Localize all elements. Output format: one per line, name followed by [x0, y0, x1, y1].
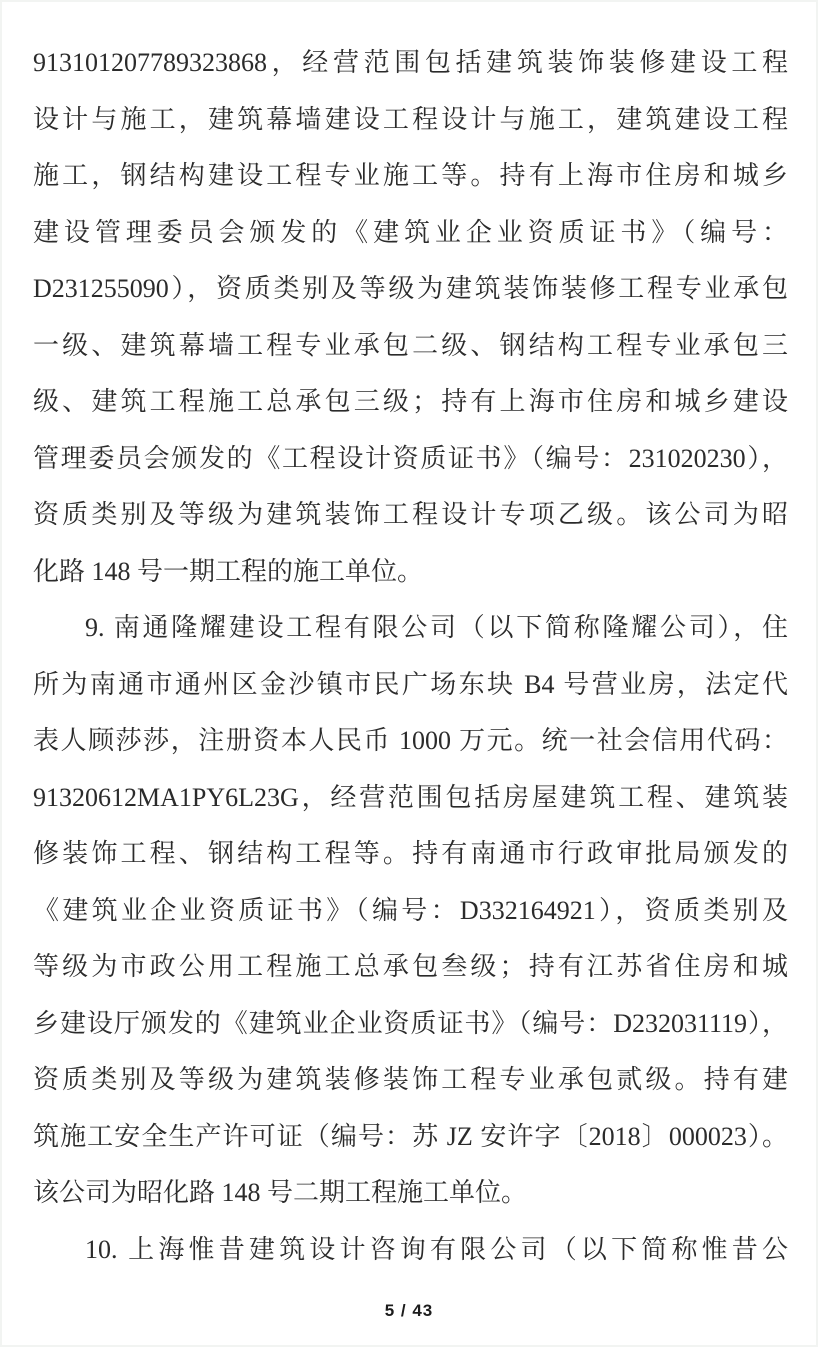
text-line: 表人顾莎莎，注册资本人民币 1000 万元。统一社会信用代码：: [33, 726, 788, 755]
document-body: [33, 35, 788, 1278]
text-line: 化路 148 号一期工程的施工单位。: [33, 556, 424, 586]
text-line: 等级为市政公用工程施工总承包叁级；持有江苏省住房和城: [33, 952, 788, 981]
page-number: 5 / 43: [384, 1301, 434, 1320]
text-line: 施工，钢结构建设工程专业施工等。持有上海市住房和城乡: [33, 161, 788, 190]
text-line: 该公司为昭化路 148 号二期工程施工单位。: [33, 1178, 528, 1207]
text-line: 一级、建筑幕墙工程专业承包二级、钢结构工程专业承包三: [33, 330, 788, 360]
text-line: D231255090），资质类别及等级为建筑装饰装修工程专业承包: [33, 274, 788, 303]
text-line: 913101207789323868，经营范围包括建筑装饰装修建设工程: [33, 48, 788, 77]
text-line: 修装饰工程、钢结构工程等。持有南通市行政审批局颁发的: [33, 839, 788, 868]
text-line: 设计与施工，建筑幕墙建设工程设计与施工，建筑建设工程: [33, 104, 788, 134]
text-line: 筑施工安全生产许可证（编号：苏 JZ 安许字〔2018〕000023）。: [33, 1121, 788, 1151]
text-line: 《建筑业企业资质证书》（编号：D332164921），资质类别及: [33, 895, 788, 925]
text-line: 91320612MA1PY6L23G，经营范围包括房屋建筑工程、建筑装: [33, 782, 788, 812]
text-line: 级、建筑工程施工总承包三级；持有上海市住房和城乡建设: [33, 387, 788, 416]
text-line: 资质类别及等级为建筑装修装饰工程专业承包贰级。持有建: [33, 1065, 788, 1094]
text-line: 建设管理委员会颁发的《建筑业企业资质证书》（编号：: [33, 217, 788, 247]
text-line: 管理委员会颁发的《工程设计资质证书》（编号：231020230），: [33, 443, 788, 473]
text-line: 9. 南通隆耀建设工程有限公司（以下简称隆耀公司），住: [85, 613, 788, 642]
text-line: 所为南通市通州区金沙镇市民广场东块 B4 号营业房，法定代: [33, 669, 788, 699]
text-line: 10. 上海惟昔建筑设计咨询有限公司（以下简称惟昔公: [85, 1234, 788, 1264]
text-line: 资质类别及等级为建筑装饰工程设计专项乙级。该公司为昭: [33, 500, 788, 529]
text-line: 乡建设厅颁发的《建筑业企业资质证书》（编号：D232031119），: [33, 1008, 788, 1038]
